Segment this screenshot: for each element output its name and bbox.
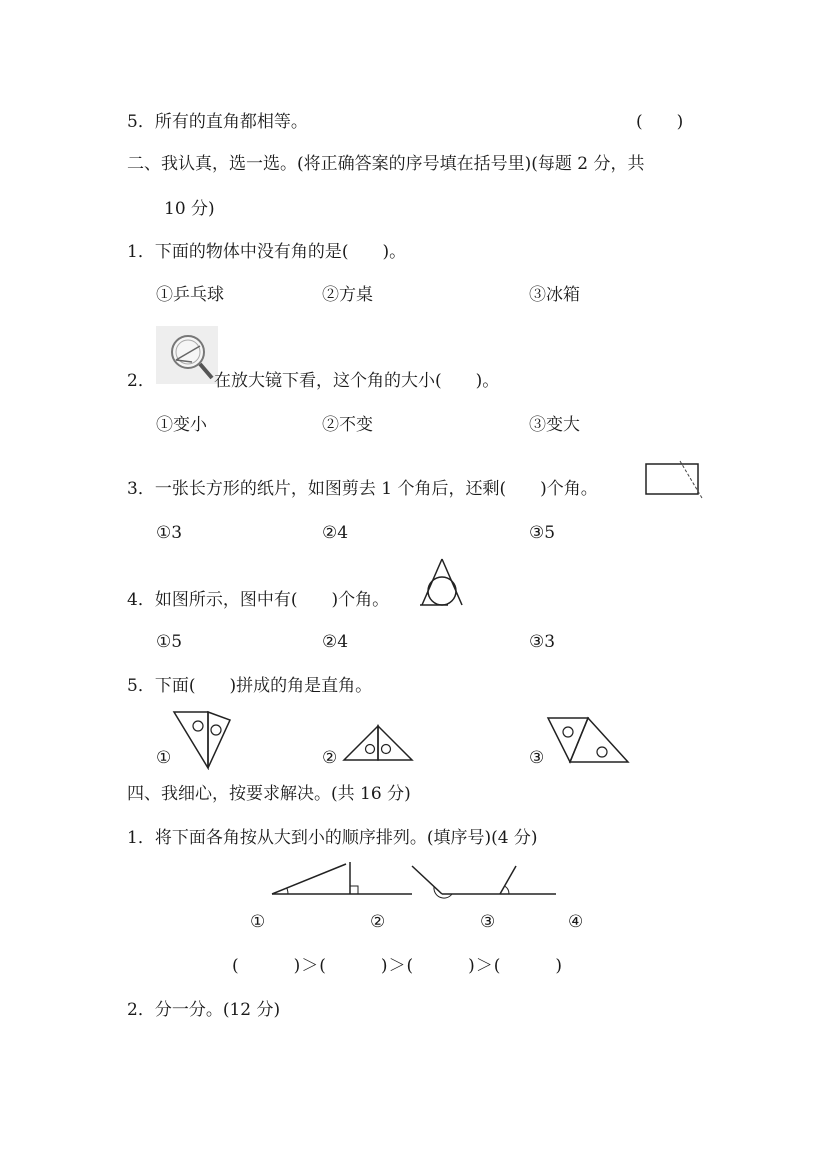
question-1-option-1[interactable]: ①乒乓球: [156, 285, 224, 305]
set-squares-figure-1: [172, 706, 232, 770]
section-4-title: 四、我细心，按要求解决。(共 16 分): [127, 784, 411, 804]
question-1-option-2[interactable]: ②方桌: [322, 285, 373, 305]
angle-label-4: ④: [568, 912, 584, 932]
question-5-option-2[interactable]: ②: [322, 748, 338, 768]
question-1-stem: 1．下面的物体中没有角的是( )。: [127, 242, 407, 262]
question-3-option-1[interactable]: ①3: [156, 523, 183, 543]
question-3-option-2[interactable]: ②4: [322, 523, 349, 543]
magnifying-glass-icon: [156, 326, 218, 384]
question-4-option-2[interactable]: ②4: [322, 632, 349, 652]
order-answer-row[interactable]: ( )＞( )＞( )＞( ): [232, 956, 564, 976]
question-2-option-2[interactable]: ②不变: [322, 415, 373, 435]
problem-2-stem: 2．分一分。(12 分): [127, 1000, 281, 1020]
question-3-option-3[interactable]: ③5: [529, 523, 556, 543]
section-2-title-cont: 10 分): [164, 199, 215, 219]
question-4-option-1[interactable]: ①5: [156, 632, 183, 652]
question-2-option-3[interactable]: ③变大: [529, 415, 580, 435]
problem-1-stem: 1．将下面各角按从大到小的顺序排列。(填序号)(4 分): [127, 828, 538, 848]
question-5-option-1[interactable]: ①: [156, 748, 172, 768]
set-squares-figure-3: [546, 714, 632, 766]
question-2-number: 2．: [127, 371, 155, 391]
question-3-stem: 3．一张长方形的纸片，如图剪去 1 个角后，还剩( )个角。: [127, 479, 598, 499]
judge-item-5: 5．所有的直角都相等。: [127, 112, 308, 132]
triangle-circle-figure: [418, 557, 468, 609]
judge-item-5-answer-paren[interactable]: ( ): [636, 112, 684, 132]
angle-label-2: ②: [370, 912, 386, 932]
angle-label-3: ③: [480, 912, 496, 932]
angle-label-1: ①: [250, 912, 266, 932]
question-2-option-1[interactable]: ①变小: [156, 415, 207, 435]
section-2-title: 二、我认真，选一选。(将正确答案的序号填在括号里)(每题 2 分，共: [127, 154, 645, 174]
question-1-option-3[interactable]: ③冰箱: [529, 285, 580, 305]
set-squares-figure-2: [342, 722, 414, 764]
rectangle-paper-figure: [644, 460, 704, 500]
question-4-stem: 4．如图所示，图中有( )个角。: [127, 590, 390, 610]
question-5-option-3[interactable]: ③: [529, 748, 545, 768]
question-4-option-3[interactable]: ③3: [529, 632, 556, 652]
question-5-stem: 5．下面( )拼成的角是直角。: [127, 676, 373, 696]
question-2-stem: 在放大镜下看，这个角的大小( )。: [214, 371, 500, 391]
angles-figure: [268, 860, 560, 900]
